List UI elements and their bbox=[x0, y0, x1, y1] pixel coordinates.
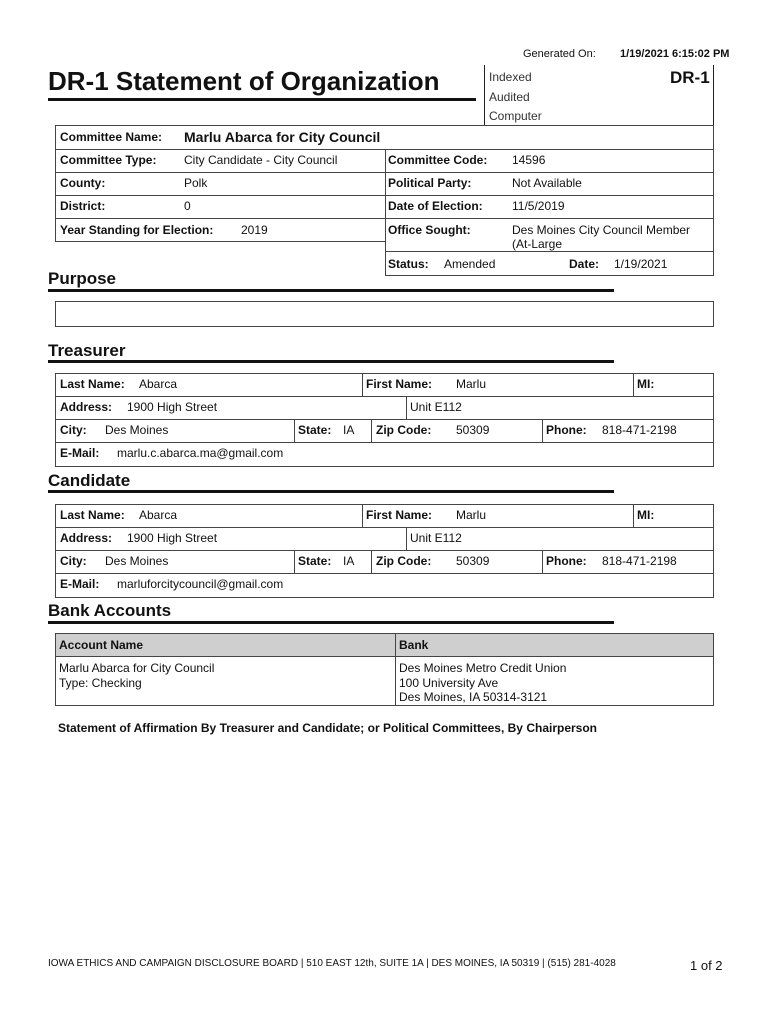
treasurer-unit: Unit E112 bbox=[410, 400, 462, 414]
treasurer-vdiv-mi bbox=[633, 373, 634, 396]
flag-indexed: Indexed bbox=[489, 70, 532, 84]
candidate-city: Des Moines bbox=[105, 554, 169, 568]
committee-code-label: Committee Code: bbox=[388, 153, 488, 167]
treasurer-city-label: City: bbox=[60, 423, 87, 437]
treasurer-address-label: Address: bbox=[60, 400, 113, 414]
treasurer-email: marlu.c.abarca.ma@gmail.com bbox=[117, 446, 284, 460]
county: Polk bbox=[184, 176, 208, 190]
generated-label: Generated On: bbox=[523, 48, 596, 60]
candidate-first-label: First Name: bbox=[366, 508, 433, 522]
candidate-vdiv-mi bbox=[633, 504, 634, 527]
treasurer-first-label: First Name: bbox=[366, 377, 433, 391]
candidate-city-label: City: bbox=[60, 554, 87, 568]
treasurer-zip: 50309 bbox=[456, 423, 490, 437]
office-line1: Des Moines City Council Member bbox=[512, 223, 691, 237]
year: 2019 bbox=[241, 223, 268, 237]
candidate-last: Abarca bbox=[139, 508, 178, 522]
treasurer-last: Abarca bbox=[139, 377, 178, 391]
flag-audited: Audited bbox=[489, 89, 530, 104]
candidate-phone-label: Phone: bbox=[546, 554, 587, 568]
bank-col-bank: Bank bbox=[399, 638, 429, 652]
candidate-email-label: E-Mail: bbox=[60, 577, 100, 591]
treasurer-state: IA bbox=[343, 423, 355, 437]
candidate-vdiv-state bbox=[294, 550, 295, 573]
bank-account-type: Type: Checking bbox=[59, 676, 142, 690]
office-label: Office Sought: bbox=[388, 223, 471, 237]
candidate-last-label: Last Name: bbox=[60, 508, 125, 522]
treasurer-last-label: Last Name: bbox=[60, 377, 125, 391]
treasurer-divider-2 bbox=[55, 419, 714, 420]
district-label: District: bbox=[60, 199, 106, 213]
year-label: Year Standing for Election: bbox=[60, 223, 214, 237]
purpose-heading: Purpose bbox=[48, 269, 117, 288]
party: Not Available bbox=[512, 176, 582, 190]
candidate-first: Marlu bbox=[456, 508, 487, 522]
candidate-underline bbox=[48, 490, 614, 493]
treasurer-vdiv-first bbox=[362, 373, 363, 396]
candidate-email: marluforcitycouncil@gmail.com bbox=[117, 577, 284, 591]
purpose-underline bbox=[48, 289, 614, 292]
committee-type: City Candidate - City Council bbox=[184, 153, 338, 167]
candidate-address: 1900 High Street bbox=[127, 531, 218, 545]
footer-org: IOWA ETHICS AND CAMPAIGN DISCLOSURE BOARD | 510 EAST 12th, SUITE 1A | DES MOINES, IA 50319 | (515) 281-4028 bbox=[48, 958, 616, 969]
bank-table-vdiv bbox=[395, 633, 396, 706]
status-flags bbox=[489, 68, 542, 127]
status-label: Status: bbox=[388, 257, 429, 271]
treasurer-mi-label: MI: bbox=[637, 377, 655, 391]
page-number: 1 of 2 bbox=[690, 958, 723, 973]
office-line2: (At-Large bbox=[512, 237, 563, 251]
treasurer-vdiv-phone bbox=[542, 419, 543, 442]
treasurer-state-label: State: bbox=[298, 423, 332, 437]
page-title: DR-1 Statement of Organization bbox=[48, 66, 440, 96]
candidate-state: IA bbox=[343, 554, 355, 568]
form-code: DR-1 bbox=[670, 68, 710, 87]
committee-type-label: Committee Type: bbox=[60, 153, 157, 167]
treasurer-phone-label: Phone: bbox=[546, 423, 587, 437]
candidate-vdiv-first bbox=[362, 504, 363, 527]
bank-table-header bbox=[56, 634, 713, 657]
candidate-mi-label: MI: bbox=[637, 508, 655, 522]
date-label: Date: bbox=[569, 257, 600, 271]
treasurer-address: 1900 High Street bbox=[127, 400, 218, 414]
committee-name: Marlu Abarca for City Council bbox=[184, 129, 381, 145]
committee-code: 14596 bbox=[512, 153, 546, 167]
district: 0 bbox=[184, 199, 191, 213]
treasurer-divider-3 bbox=[55, 442, 714, 443]
treasurer-vdiv-unit bbox=[406, 396, 407, 419]
treasurer-vdiv-zip bbox=[371, 419, 372, 442]
candidate-divider-1 bbox=[55, 527, 714, 528]
treasurer-divider-1 bbox=[55, 396, 714, 397]
treasurer-underline bbox=[48, 360, 614, 363]
generated-value: 1/19/2021 6:15:02 PM bbox=[620, 48, 730, 60]
bank-addr2: Des Moines, IA 50314-3121 bbox=[399, 690, 548, 704]
affirmation-text: Statement of Affirmation By Treasurer and Candidate; or Political Committees, By Chairperson bbox=[58, 721, 597, 735]
treasurer-vdiv-state bbox=[294, 419, 295, 442]
bank-underline bbox=[48, 621, 614, 624]
bank-heading: Bank Accounts bbox=[48, 601, 172, 620]
candidate-address-label: Address: bbox=[60, 531, 113, 545]
treasurer-email-label: E-Mail: bbox=[60, 446, 100, 460]
committee-name-label: Committee Name: bbox=[60, 130, 163, 144]
treasurer-zip-label: Zip Code: bbox=[376, 423, 432, 437]
bank-addr1: 100 University Ave bbox=[399, 676, 499, 690]
candidate-state-label: State: bbox=[298, 554, 332, 568]
treasurer-first: Marlu bbox=[456, 377, 487, 391]
election-date-label: Date of Election: bbox=[388, 199, 483, 213]
status: Amended bbox=[444, 257, 496, 271]
title-underline bbox=[48, 98, 476, 101]
candidate-unit: Unit E112 bbox=[410, 531, 462, 545]
candidate-zip: 50309 bbox=[456, 554, 490, 568]
bank-account-name: Marlu Abarca for City Council bbox=[59, 661, 215, 675]
date: 1/19/2021 bbox=[614, 257, 668, 271]
election-date: 11/5/2019 bbox=[512, 199, 565, 213]
candidate-phone: 818-471-2198 bbox=[602, 554, 677, 568]
candidate-divider-2 bbox=[55, 550, 714, 551]
candidate-vdiv-unit bbox=[406, 527, 407, 550]
bank-col-account: Account Name bbox=[59, 638, 144, 652]
candidate-zip-label: Zip Code: bbox=[376, 554, 432, 568]
party-label: Political Party: bbox=[388, 176, 472, 190]
candidate-divider-3 bbox=[55, 573, 714, 574]
purpose-box bbox=[55, 301, 714, 327]
candidate-heading: Candidate bbox=[48, 471, 131, 490]
flag-computer: Computer bbox=[489, 109, 542, 123]
candidate-vdiv-phone bbox=[542, 550, 543, 573]
treasurer-city: Des Moines bbox=[105, 423, 169, 437]
treasurer-heading: Treasurer bbox=[48, 341, 126, 360]
bank-name: Des Moines Metro Credit Union bbox=[399, 661, 567, 675]
candidate-vdiv-zip bbox=[371, 550, 372, 573]
county-label: County: bbox=[60, 176, 106, 190]
treasurer-phone: 818-471-2198 bbox=[602, 423, 677, 437]
